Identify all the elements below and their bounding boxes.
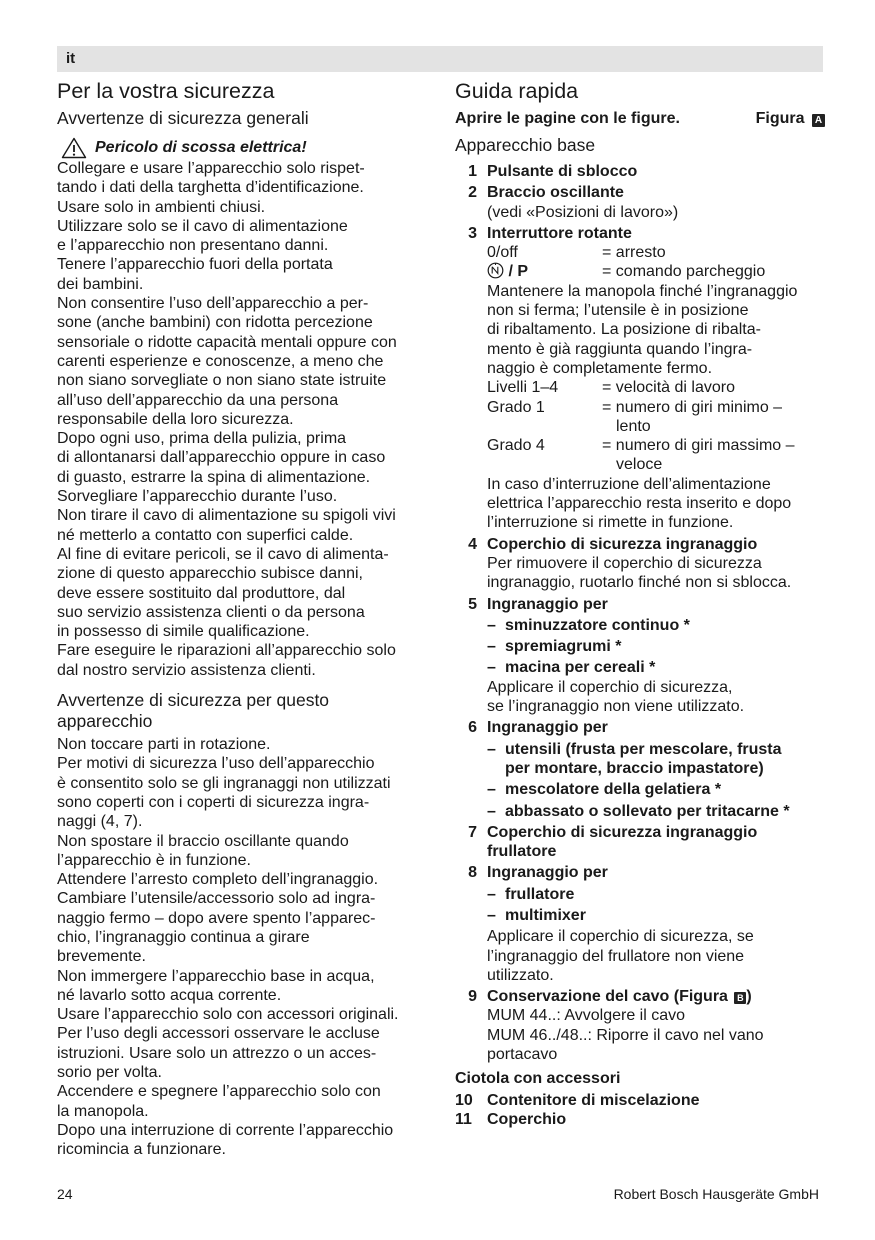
page-number: 24 xyxy=(57,1186,73,1202)
language-tag: it xyxy=(66,50,76,67)
list-item: 4 Coperchio di sicurezza ingranaggio Per rimuovere il coperchio di sicurezza ingranaggio, ruotarlo finché non si sblocca. xyxy=(468,535,792,592)
list-item: 3 Interruttore rotante 0/off = arresto / P = comando parcheggio Mantenere la manopola finché l’ingranaggio non si ferma; l’utensile è in posizione di ribaltamento. La posizione di ribalta- mento è già raggiunta quando l’ingra- naggio è completamente fermo. Livelli 1–4 = velocità di lavoro Grado 1 = numero di giri minimo – lento Grado 4 = numero di giri massimo – veloce In caso d’interruzione dell’alimentazione elettrica l’apparecchio resta inserito e dopo l’interruzione si rimette in funzione. xyxy=(468,224,798,532)
electric-warning xyxy=(61,137,427,159)
list-item: 5 Ingranaggio per – sminuzzatore continuo * – spremiagrumi * – macina per cereali * Applicare il coperchio di sicurezza, se l’ingranaggio non viene utilizzato. xyxy=(468,595,745,716)
figure-a-icon: A xyxy=(812,114,825,127)
open-pages-text: Aprire le pagine con le figure. xyxy=(455,110,680,127)
safety-title: Per la vostra sicurezza xyxy=(57,79,275,103)
list-item: 11 Coperchio xyxy=(455,1110,567,1128)
figure-b-icon: B xyxy=(734,992,746,1004)
list-item: 10 Contenitore di miscelazione xyxy=(455,1091,700,1109)
list-item: 9 Conservazione del cavo (Figura B ) MUM 44..: Avvolgere il cavo MUM 46../48..: Riporre il cavo nel vano portacavo xyxy=(468,988,764,1064)
general-safety-text: Collegare e usare l’apparecchio solo rispet- tando i dati della targhetta d’identificazione. Usare solo in ambienti chiusi. Utilizzare solo se il cavo di alimentazione e l’apparecchio non presentano danni. Tenere l’apparecchio fuori della portata dei bambini. Non consentire l’uso dell’apparecchio a per- sone (anche bambini) con ridotta percezione sensoriale o ridotte capacità mentali oppure con carenti esperienze e conoscenze, a meno che non siano sorvegliate o non siano state istruite all’uso dell’apparecchio da una persona responsabile della loro sicurezza. Dopo ogni uso, prima della pulizia, prima di allontanarsi dall’apparecchio oppure in caso di guasto, estrarre la spina di alimentazione. Sorvegliare l’apparecchio durante l’uso. Non tirare il cavo di alimentazione su spigoli vivi né metterlo a contatto con superfici calde. Al fine di evitare pericoli, se il cavo di alimenta- zione di questo apparecchio subisce danni, deve essere sostituito dal produttore, dal suo servizio assistenza clienti o da persona in possesso di simile qualificazione. Fare eseguire le riparazioni all’apparecchio solo dal nostro servizio assistenza clienti. xyxy=(57,160,397,679)
company-name: Robert Bosch Hausgeräte GmbH xyxy=(613,1186,819,1202)
list-item: 2 Braccio oscillante (vedi «Posizioni di lavoro») xyxy=(468,184,679,221)
base-unit-heading: Apparecchio base xyxy=(455,135,596,155)
figure-reference: Figura A xyxy=(756,109,825,129)
list-item: 8 Ingranaggio per – frullatore – multimixer Applicare il coperchio di sicurezza, se l’ingranaggio del frullatore non viene utilizzato. xyxy=(468,864,754,984)
language-bar xyxy=(57,46,823,72)
quick-guide-title: Guida rapida xyxy=(455,79,579,103)
general-safety-heading: Avvertenze di sicurezza generali xyxy=(57,108,309,128)
device-safety-heading: Avvertenze di sicurezza per questo apparecchio xyxy=(57,690,330,732)
list-item: 6 Ingranaggio per – utensili (frusta per mescolare, frusta per montare, braccio impastatore) – mescolatore della gelatiera * – abbassato o sollevato per tritacarne * xyxy=(468,719,790,820)
warning-title: Pericolo di scossa elettrica! xyxy=(95,139,307,156)
device-safety-text: Non toccare parti in rotazione. Per motivi di sicurezza l’uso dell’apparecchio è consentito solo se gli ingranaggi non utilizzati sono coperti con i coperti di sicurezza ingra- naggi (4, 7). Non spostare il braccio oscillante quando l’apparecchio è in funzione. Attendere l’arresto completo dell’ingranaggio. Cambiare l’utensile/accessorio solo ad ingra- naggio fermo – dopo avere spento l’apparec- chio, l’ingranaggio continua a girare brevemente. Non immergere l’apparecchio base in acqua, né lavarlo sotto acqua corrente. Usare l’apparecchio solo con accessori originali. Per l’uso degli accessori osservare le accluse istruzioni. Usare solo un attrezzo o un acces- sorio per volta. Accendere e spegnere l’apparecchio solo con la manopola. Dopo una interruzione di corrente l’apparecchio ricomincia a funzionare. xyxy=(57,736,399,1159)
list-item: 1 Pulsante di sblocco xyxy=(468,163,638,180)
safety-column xyxy=(57,78,427,1160)
warning-triangle-icon xyxy=(61,137,87,159)
open-pages-row xyxy=(455,109,825,129)
bowl-heading: Ciotola con accessori xyxy=(455,1070,621,1088)
park-dial-icon xyxy=(487,262,504,279)
list-item: 7 Coperchio di sicurezza ingranaggio frullatore xyxy=(468,823,758,861)
park-symbol: / P xyxy=(487,262,602,281)
quick-guide-column xyxy=(455,78,825,1129)
